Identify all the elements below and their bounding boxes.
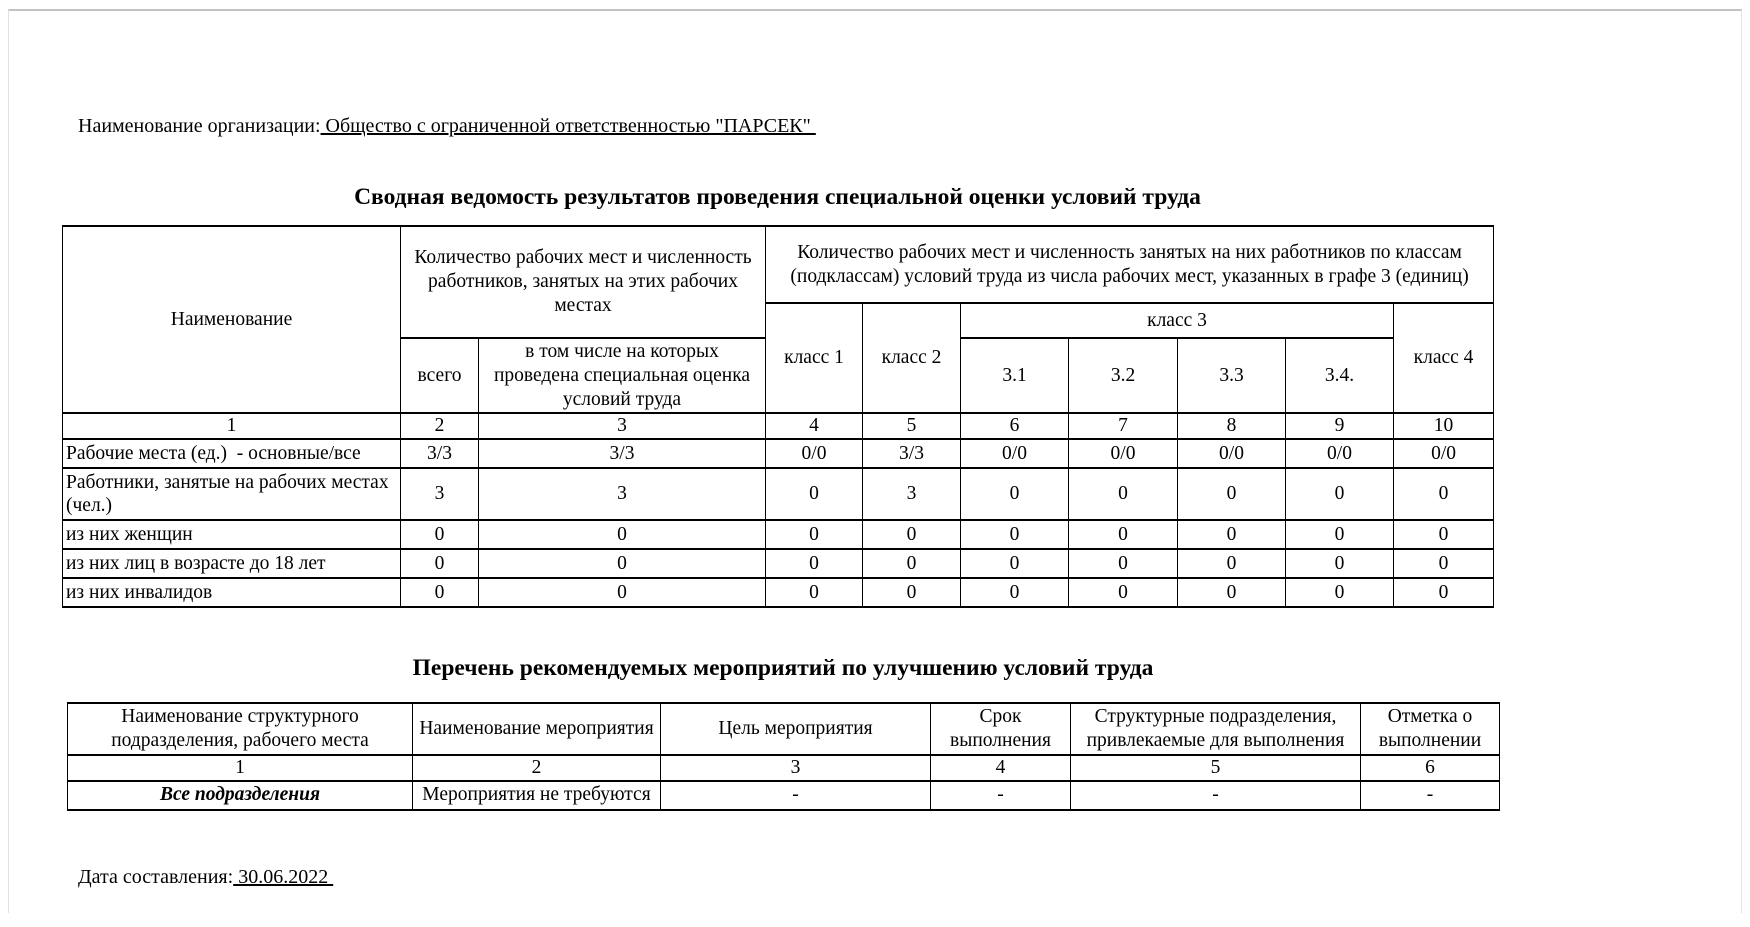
- header-term: Срок выполнения: [931, 703, 1071, 755]
- column-number: 5: [863, 413, 961, 439]
- column-number: 6: [961, 413, 1069, 439]
- row-label: Рабочие места (ед.) - основные/все: [63, 439, 401, 468]
- value-cell: 0: [961, 549, 1069, 578]
- value-cell: 0/0: [1178, 439, 1286, 468]
- header-name: Наименование: [63, 226, 401, 413]
- value-cell: 0: [863, 549, 961, 578]
- header-sub-3-2: 3.2: [1069, 338, 1178, 413]
- value-involved: -: [1071, 781, 1361, 810]
- date-line: [78, 866, 333, 889]
- value-cell: 3/3: [863, 439, 961, 468]
- header-class3: класс 3: [961, 303, 1394, 338]
- value-goal: -: [661, 781, 931, 810]
- value-cell: 0: [1394, 520, 1494, 549]
- header-class1: класс 1: [766, 303, 863, 413]
- header-mark: Отметка о выполнении: [1361, 703, 1500, 755]
- header-class2: класс 2: [863, 303, 961, 413]
- header-sub-3-4: 3.4.: [1286, 338, 1394, 413]
- value-cell: 3: [863, 468, 961, 520]
- header-assessed: в том числе на которых проведена специальная оценка условий труда: [479, 338, 766, 413]
- column-number: 3: [479, 413, 766, 439]
- value-cell: 0: [401, 578, 479, 607]
- organization-label: Наименование организации:: [78, 115, 321, 137]
- value-cell: 0: [1178, 549, 1286, 578]
- header-class4: класс 4: [1394, 303, 1494, 413]
- summary-table-title: Сводная ведомость результатов проведения специальной оценки условий труда: [354, 184, 1201, 210]
- table-row: [63, 439, 1494, 468]
- value-cell: 0: [961, 520, 1069, 549]
- row-label: из них лиц в возрасте до 18 лет: [63, 549, 401, 578]
- value-cell: 0: [1178, 520, 1286, 549]
- value-cell: 0: [401, 520, 479, 549]
- value-cell: 0: [1178, 578, 1286, 607]
- value-cell: 0: [1178, 468, 1286, 520]
- header-department: Наименование структурного подразделения, рабочего места: [68, 703, 413, 755]
- value-cell: 0: [766, 549, 863, 578]
- organization-line: [78, 115, 816, 138]
- header-involved: Структурные подразделения, привлекаемые для выполнения: [1071, 703, 1361, 755]
- value-cell: 0: [863, 520, 961, 549]
- value-cell: 0/0: [961, 439, 1069, 468]
- value-cell: 0: [766, 578, 863, 607]
- column-number: 7: [1069, 413, 1178, 439]
- value-cell: 0/0: [1286, 439, 1394, 468]
- value-cell: 0: [1394, 549, 1494, 578]
- value-cell: 3/3: [401, 439, 479, 468]
- table-row: [63, 520, 1494, 549]
- column-number: 8: [1178, 413, 1286, 439]
- header-workplaces-group: Количество рабочих мест и численность работников, занятых на этих рабочих местах: [401, 226, 766, 338]
- table-row: [63, 468, 1494, 520]
- column-number: 9: [1286, 413, 1394, 439]
- row-label: из них женщин: [63, 520, 401, 549]
- column-number: 6: [1361, 755, 1500, 781]
- value-cell: 0: [479, 520, 766, 549]
- column-number: 4: [931, 755, 1071, 781]
- organization-value: Общество с ограниченной ответственностью "ПАРСЕК": [320, 115, 816, 137]
- value-cell: 0: [479, 549, 766, 578]
- value-cell: 0: [961, 578, 1069, 607]
- column-number-row: [68, 755, 1500, 781]
- value-cell: 3: [401, 468, 479, 520]
- header-classes-group: Количество рабочих мест и численность занятых на них работников по классам (подклассам) условий труда из числа рабочих мест, указанных в графе 3 (единиц): [766, 226, 1494, 303]
- column-number: 2: [413, 755, 661, 781]
- value-cell: 0/0: [1069, 439, 1178, 468]
- value-cell: 3: [479, 468, 766, 520]
- value-cell: 0: [401, 549, 479, 578]
- value-cell: 0: [1286, 520, 1394, 549]
- date-value: 30.06.2022: [233, 866, 334, 888]
- column-number-row: [63, 413, 1494, 439]
- header-measure: Наименование мероприятия: [413, 703, 661, 755]
- value-mark: -: [1361, 781, 1500, 810]
- value-cell: 0: [1286, 549, 1394, 578]
- column-number: 10: [1394, 413, 1494, 439]
- value-cell: 0: [1069, 468, 1178, 520]
- row-label: из них инвалидов: [63, 578, 401, 607]
- table-row: [63, 549, 1494, 578]
- column-number: 1: [63, 413, 401, 439]
- column-number: 3: [661, 755, 931, 781]
- value-cell: 0: [766, 520, 863, 549]
- value-term: -: [931, 781, 1071, 810]
- value-cell: 0: [766, 468, 863, 520]
- value-cell: 0: [479, 578, 766, 607]
- column-number: 2: [401, 413, 479, 439]
- value-cell: 0: [863, 578, 961, 607]
- header-sub-3-3: 3.3: [1178, 338, 1286, 413]
- value-cell: 0: [1069, 549, 1178, 578]
- column-number: 4: [766, 413, 863, 439]
- value-cell: 0: [1286, 468, 1394, 520]
- value-department: Все подразделения: [68, 781, 413, 810]
- value-cell: 0: [1394, 468, 1494, 520]
- value-cell: 0: [1286, 578, 1394, 607]
- table-row: [63, 578, 1494, 607]
- value-cell: 0/0: [1394, 439, 1494, 468]
- value-cell: 0: [1069, 578, 1178, 607]
- header-sub-3-1: 3.1: [961, 338, 1069, 413]
- measures-table: [67, 702, 1500, 811]
- value-cell: 0: [961, 468, 1069, 520]
- header-goal: Цель мероприятия: [661, 703, 931, 755]
- value-measure: Мероприятия не требуются: [413, 781, 661, 810]
- table-row: [68, 781, 1500, 810]
- summary-table: [62, 225, 1494, 608]
- value-cell: 3/3: [479, 439, 766, 468]
- column-number: 1: [68, 755, 413, 781]
- measures-table-title: Перечень рекомендуемых мероприятий по улучшению условий труда: [412, 655, 1154, 681]
- row-label: Работники, занятые на рабочих местах (чел.): [63, 468, 401, 520]
- value-cell: 0/0: [766, 439, 863, 468]
- date-label: Дата составления:: [78, 866, 234, 888]
- header-total: всего: [401, 338, 479, 413]
- value-cell: 0: [1069, 520, 1178, 549]
- value-cell: 0: [1394, 578, 1494, 607]
- column-number: 5: [1071, 755, 1361, 781]
